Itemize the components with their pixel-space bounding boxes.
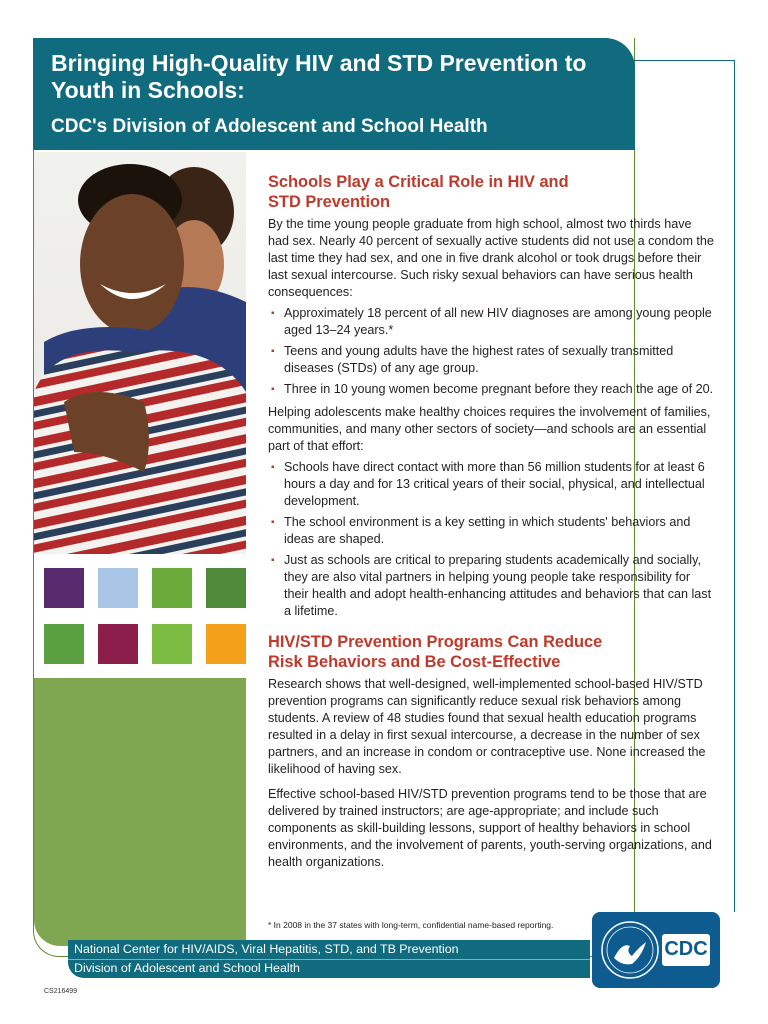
tile-leaf-green [44, 624, 84, 664]
page-title: Bringing High-Quality HIV and STD Prevention to Youth in Schools: [51, 50, 587, 103]
footnote: * In 2008 in the 37 states with long-term, confidential name-based reporting. [268, 920, 554, 930]
frame-line-top [633, 60, 735, 61]
page-subtitle: CDC's Division of Adolescent and School Health [51, 116, 488, 137]
list-item: ▪ Schools have direct contact with more than 56 million students for at least 6 hours a day and for 13 critical years of their social, physical, and intellectual development. [268, 459, 716, 510]
section1-heading: Schools Play a Critical Role in HIV and STD Prevention [268, 173, 569, 211]
teens-photo [34, 152, 246, 554]
footer-divider [68, 959, 590, 960]
main-content [268, 172, 716, 871]
footer-division-name: Division of Adolescent and School Health [74, 961, 300, 975]
tile-purple [44, 568, 84, 608]
footer-center-name: National Center for HIV/AIDS, Viral Hepatitis, STD, and TB Prevention [74, 942, 459, 956]
tile-orange [206, 624, 246, 664]
tile-maroon [98, 624, 138, 664]
tile-lime [152, 624, 192, 664]
list-item: ▪ Approximately 18 percent of all new HIV diagnoses are among young people aged 13–24 years.* [268, 305, 716, 339]
section1-bullets [268, 305, 716, 398]
cdc-logo [592, 912, 720, 988]
tile-green [152, 568, 192, 608]
section1-para2: Helping adolescents make healthy choices requires the involvement of families, communities, and many other sectors of society—and schools are an essential part of that effort: [268, 405, 711, 453]
cdc-logo-text: CDC [664, 938, 708, 960]
header-banner [33, 38, 635, 150]
green-panel [34, 678, 246, 946]
section1-bullets2 [268, 459, 716, 620]
list-item: ▪ Just as schools are critical to preparing students academically and socially, they are also vital partners in helping young people take responsibility for their health and adopt health-enhancing attitudes and behaviors that can last a lifetime. [268, 552, 716, 620]
list-item: ▪ Three in 10 young women become pregnant before they reach the age of 20. [268, 381, 716, 398]
section2-para2: Effective school-based HIV/STD prevention programs tend to be those that are delivered by trained instructors; are age-appropriate; and include such components as skill-building lessons, support of healthy behaviors in school environments, and the involvement of parents, youth-serving organizations, and health organizations. [268, 787, 712, 869]
section2-para1: Research shows that well-designed, well-implemented school-based HIV/STD prevention programs can significantly reduce sexual risk behaviors among students. A review of 48 studies found that sexual health education programs resulted in a delay in first sexual intercourse, a decrease in the number of sex partners, and an increase in condom or contraceptive use. None increased the likelihood of having sex. [268, 677, 706, 776]
footer-bar [68, 940, 590, 978]
tile-dark-green [206, 568, 246, 608]
tile-light-blue [98, 568, 138, 608]
list-item: ▪ The school environment is a key setting in which students' behaviors and ideas are shaped. [268, 514, 716, 548]
frame-line-right [734, 60, 735, 912]
section1-intro: By the time young people graduate from high school, almost two thirds have had sex. Nearly 40 percent of sexually active students did not use a condom the last time they had sex, and one in five drank alcohol or took drugs before their last sexual intercourse. Such risky sexual behaviors can have serious health consequences: [268, 217, 714, 299]
document-code: CS216499 [44, 988, 78, 995]
photo-two-smiling-teens-icon [34, 152, 246, 554]
color-tiles [34, 554, 246, 678]
section2-heading: HIV/STD Prevention Programs Can Reduce Risk Behaviors and Be Cost-Effective [268, 633, 603, 671]
list-item: ▪ Teens and young adults have the highest rates of sexually transmitted diseases (STDs) of any age group. [268, 343, 716, 377]
